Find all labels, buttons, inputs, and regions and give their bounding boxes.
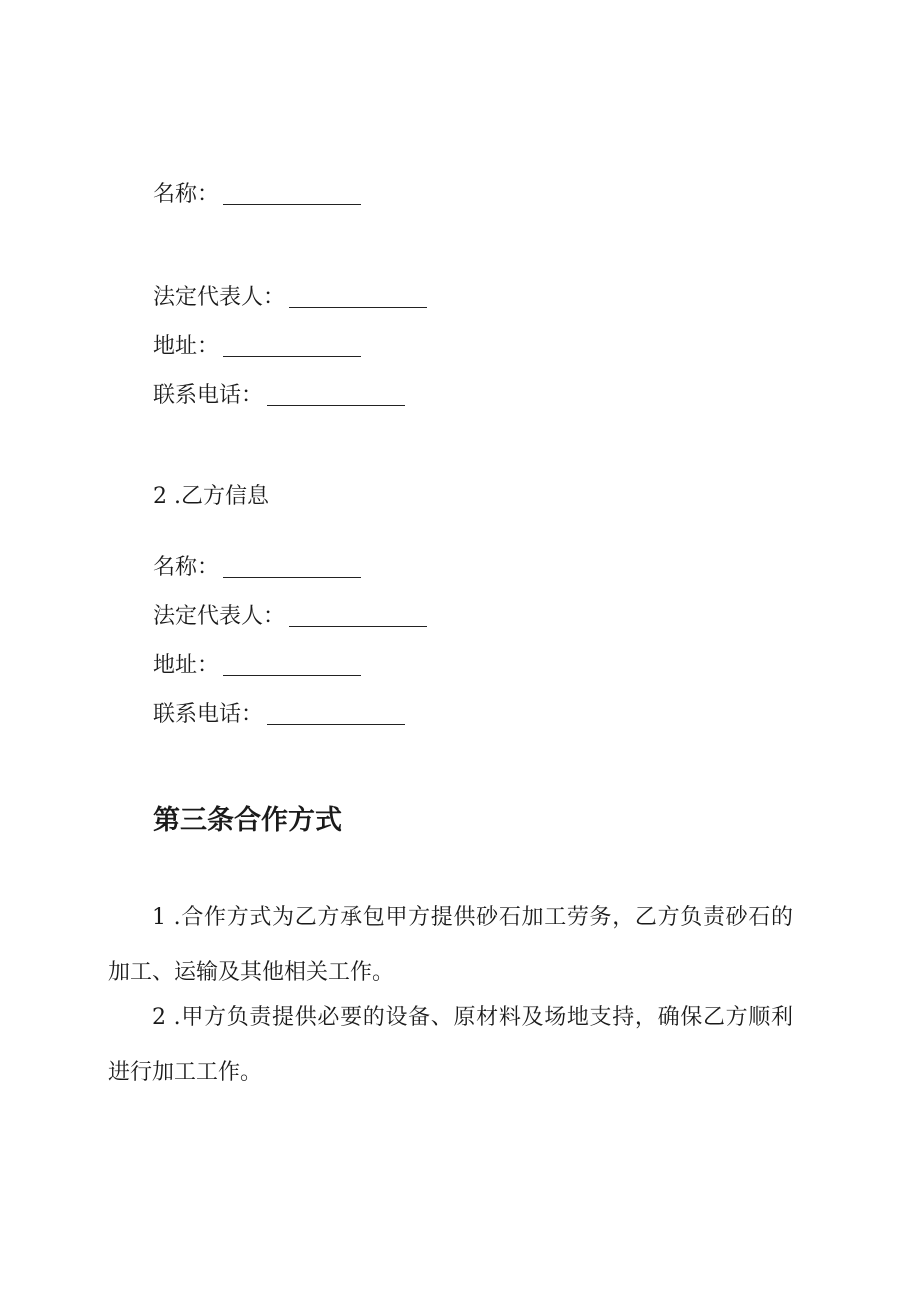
article-3-item-2: 2 .甲方负责提供必要的设备、原材料及场地支持，确保乙方顺利进行加工工作。	[108, 1005, 793, 1085]
party-b-phone-blank[interactable]	[267, 724, 405, 725]
party-a-phone-label: 联系电话：	[153, 383, 264, 408]
party-b-rep-blank[interactable]	[289, 626, 427, 627]
party-a-phone-row	[153, 381, 405, 411]
party-b-rep-label: 法定代表人：	[153, 604, 286, 629]
party-b-phone-label: 联系电话：	[153, 702, 264, 727]
party-b-name-label: 名称：	[153, 555, 220, 580]
article-3-heading: 第三条合作方式	[153, 805, 342, 836]
party-a-rep-blank[interactable]	[289, 307, 427, 308]
party-a-address-row	[153, 332, 361, 362]
party-b-name-row	[153, 553, 361, 583]
party-a-address-label: 地址：	[153, 334, 220, 359]
party-a-name-row	[153, 180, 361, 210]
article-3-item-1: 1 .合作方式为乙方承包甲方提供砂石加工劳务，乙方负责砂石的加工、运输及其他相关工作。	[108, 905, 793, 985]
party-b-title: 2 .乙方信息	[153, 484, 269, 509]
party-a-rep-label: 法定代表人：	[153, 285, 286, 310]
party-a-address-blank[interactable]	[223, 356, 361, 357]
party-b-rep-row	[153, 602, 427, 632]
party-b-address-label: 地址：	[153, 653, 220, 678]
party-b-phone-row	[153, 700, 405, 730]
party-b-address-blank[interactable]	[223, 675, 361, 676]
party-a-phone-blank[interactable]	[267, 405, 405, 406]
party-a-rep-row	[153, 283, 427, 313]
party-b-address-row	[153, 651, 361, 681]
party-a-name-label: 名称：	[153, 182, 220, 207]
party-a-name-blank[interactable]	[223, 204, 361, 205]
party-b-name-blank[interactable]	[223, 577, 361, 578]
